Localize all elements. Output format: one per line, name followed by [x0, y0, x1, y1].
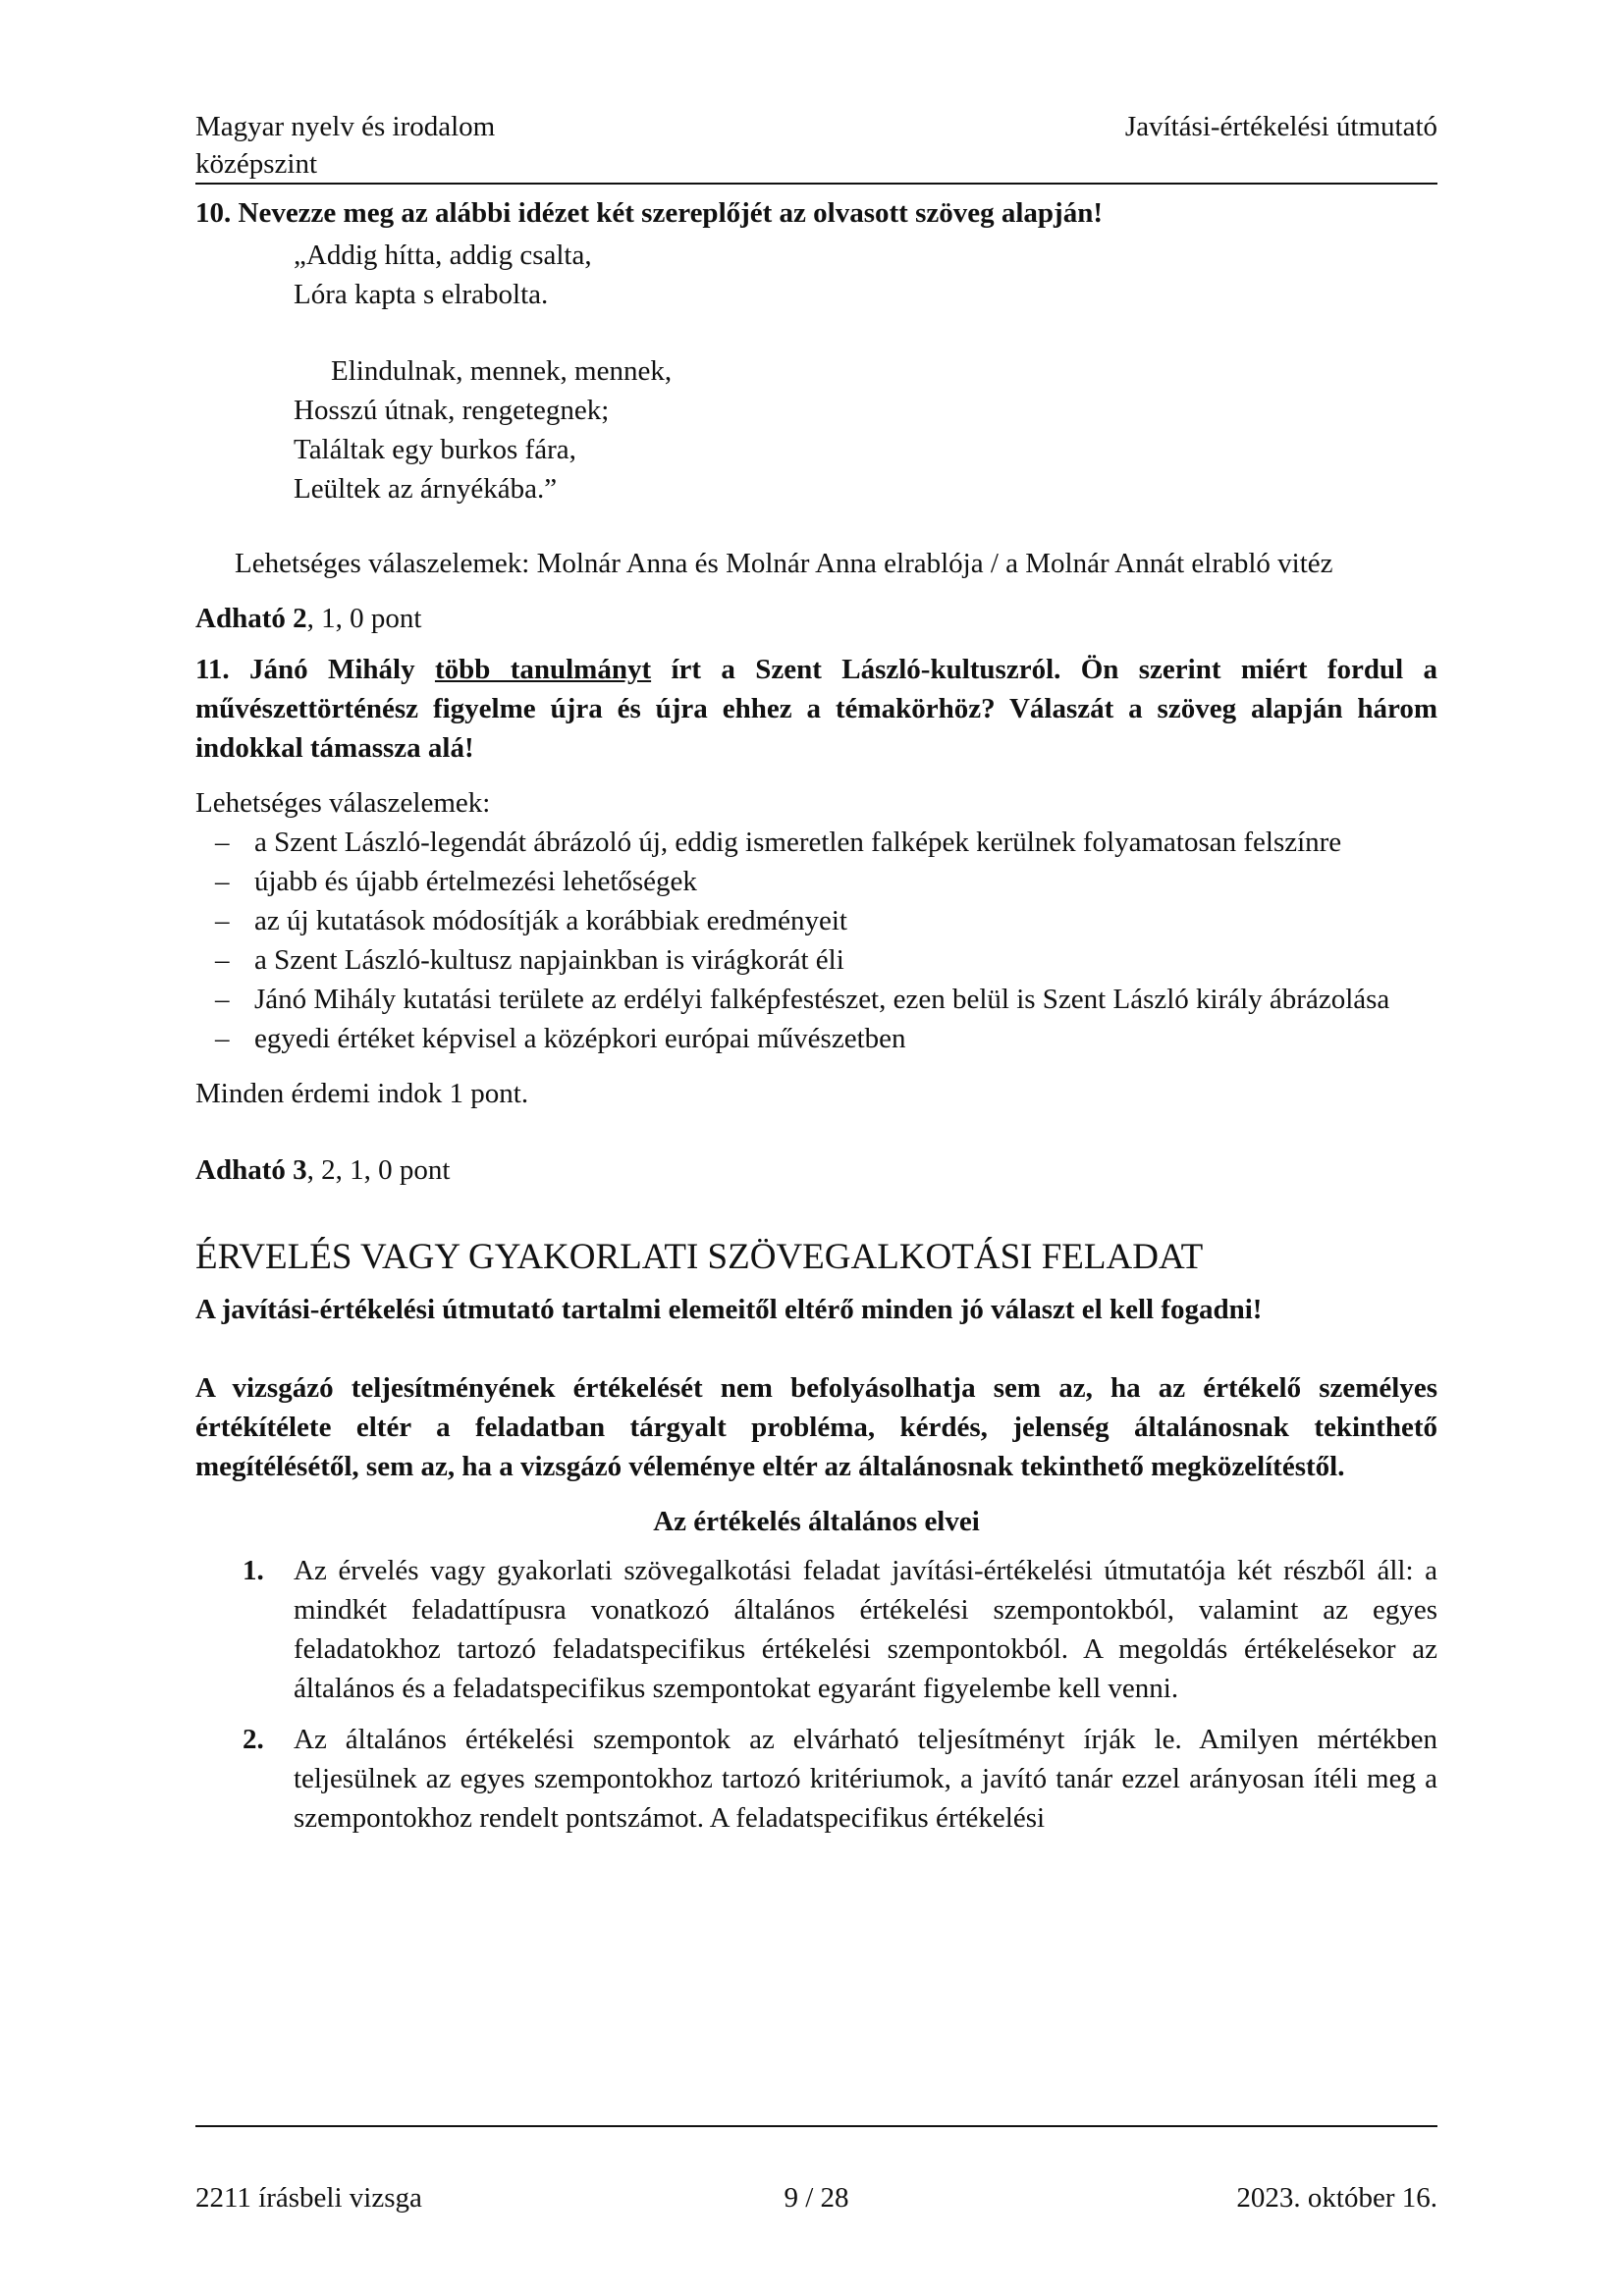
- answer-list-11: [195, 823, 1437, 1058]
- poem-line: Hosszú útnak, rengetegnek;: [294, 395, 610, 426]
- header-guide-title: Javítási-értékelési útmutató: [1124, 111, 1437, 142]
- score-11-rest: , 2, 1, 0 pont: [306, 1154, 451, 1186]
- poem-line: Elindulnak, mennek, mennek,: [331, 355, 673, 387]
- dash-bullet: –: [215, 866, 230, 897]
- poem-line: Leültek az árnyékába.”: [294, 473, 558, 505]
- poem-quote: [294, 236, 1437, 508]
- question-10: 10. Nevezze meg az alábbi idézet két szereplőjét az olvasott szöveg alapján!: [195, 197, 1103, 229]
- dash-bullet: –: [215, 984, 230, 1015]
- score-11-bold: Adható 3: [195, 1154, 307, 1186]
- score-11: [195, 1150, 1437, 1190]
- dash-bullet: –: [215, 1023, 230, 1054]
- options-label: Lehetséges válaszelemek:: [195, 787, 491, 819]
- principle-item: [195, 1551, 1437, 1708]
- principles-title: Az értékelés általános elvei: [653, 1506, 980, 1537]
- list-item-text: egyedi értéket képvisel a középkori európai művészetben: [254, 1023, 906, 1054]
- section-title: ÉRVELÉS VAGY GYAKORLATI SZÖVEGALKOTÁSI FELADAT: [195, 1237, 1204, 1277]
- list-item: [195, 901, 1437, 940]
- principles-list: [195, 1551, 1437, 1838]
- list-item: [195, 1019, 1437, 1058]
- poem-line: „Addig hítta, addig csalta,: [294, 240, 592, 271]
- principle-number: 1.: [243, 1555, 264, 1586]
- poem-stanza-gap: [294, 314, 1437, 351]
- score-10-bold: Adható 2: [195, 603, 307, 634]
- score-10: [195, 599, 1437, 638]
- score-10-rest: , 1, 0 pont: [306, 603, 422, 634]
- point-rule: Minden érdemi indok 1 pont.: [195, 1078, 529, 1109]
- list-item-text: újabb és újabb értelmezési lehetőségek: [254, 866, 697, 897]
- list-item-text: az új kutatások módosítják a korábbiak eredményeit: [254, 905, 847, 936]
- section-note-1: A javítási-értékelési útmutató tartalmi elemeitől eltérő minden jó választ el kell fogadni!: [195, 1294, 1263, 1325]
- page-footer: [195, 2125, 1437, 2214]
- footer-date: 2023. október 16.: [1236, 2182, 1437, 2214]
- answer-10: Lehetséges válaszelemek: Molnár Anna és Molnár Anna elrablója / a Molnár Annát elrabló vitéz: [235, 548, 1333, 579]
- document-page: [195, 108, 1437, 1849]
- header-subject-line2: középszint: [195, 148, 318, 180]
- question-11: [195, 650, 1437, 768]
- section-note-2: A vizsgázó teljesítményének értékelését nem befolyásolhatja sem az, ha az értékelő személyes értékítélete eltér a feladatban tárgyalt probléma, kérdés, jelenség általánosnak tekinthető megítélésétől, sem az, ha a vizsgázó véleménye eltér az általánosnak tekinthető megközelítéstől.: [195, 1372, 1437, 1482]
- header-subject: [195, 108, 495, 183]
- list-item: [195, 940, 1437, 980]
- dash-bullet: –: [215, 944, 230, 976]
- principle-number: 2.: [243, 1724, 264, 1755]
- dash-bullet: –: [215, 827, 230, 858]
- list-item: [195, 823, 1437, 862]
- header-subject-line1: Magyar nyelv és irodalom: [195, 111, 496, 142]
- page-header: [195, 108, 1437, 185]
- question-11-part1: 11. Jánó Mihály: [195, 654, 435, 685]
- principle-item: [195, 1720, 1437, 1838]
- list-item: [195, 862, 1437, 901]
- footer-page-number: 9 / 28: [784, 2182, 849, 2214]
- dash-bullet: –: [215, 905, 230, 936]
- poem-line: Lóra kapta s elrabolta.: [294, 279, 549, 310]
- list-item-text: a Szent László-kultusz napjainkban is virágkorát éli: [254, 944, 844, 976]
- question-11-underlined: több tanulmányt: [434, 654, 652, 685]
- principle-text: Az érvelés vagy gyakorlati szövegalkotási feladat javítási-értékelési útmutatója két részből áll: a mindkét feladattípusra vonatkozó általános értékelési szempontokból, valamint az egyes feladatokhoz tartozó feladatspecifikus értékelési szempontokból. A megoldás értékelésekor az általános és a feladatspecifikus szempontokat egyaránt figyelembe kell venni.: [294, 1555, 1437, 1704]
- list-item: [195, 980, 1437, 1019]
- footer-exam-code: 2211 írásbeli vizsga: [195, 2182, 422, 2214]
- question-11-part2: írt a Szent László-kultuszról. Ön szerint miért fordul a művészettörténész figyelme újra és újra ehhez a témakörhöz? Válaszát a szöveg alapján három indokkal támassza alá!: [195, 654, 1438, 764]
- poem-line: Találtak egy burkos fára,: [294, 434, 576, 465]
- list-item-text: Jánó Mihály kutatási területe az erdélyi falképfestészet, ezen belül is Szent László király ábrázolása: [254, 984, 1390, 1015]
- principle-text: Az általános értékelési szempontok az elvárható teljesítményt írják le. Amilyen mértékben teljesülnek az egyes szempontokhoz tartozó kritériumok, a javító tanár ezzel arányosan ítéli meg a szempontokhoz rendelt pontszámot. A feladatspecifikus értékelési: [294, 1724, 1437, 1834]
- list-item-text: a Szent László-legendát ábrázoló új, eddig ismeretlen falképek kerülnek folyamatosan felszínre: [254, 827, 1342, 858]
